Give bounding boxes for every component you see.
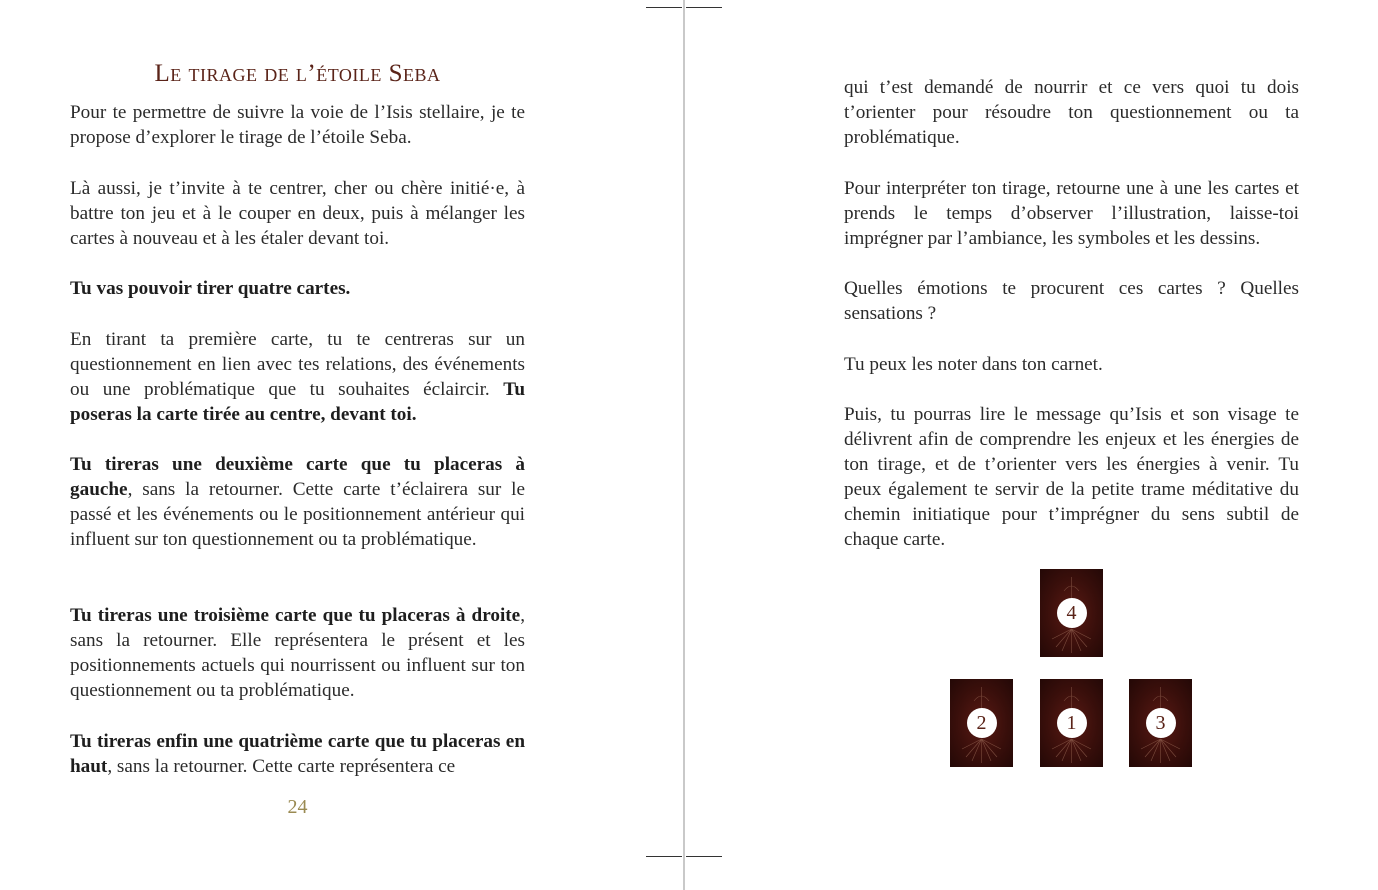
fourth-card-bold: Tu tireras enfin une quatrième carte que tu placeras en haut xyxy=(70,731,525,777)
crop-mark-top-right xyxy=(686,7,722,8)
paragraph-fourth-card xyxy=(70,729,525,779)
paragraph-message: Puis, tu pourras lire le message qu’Isis et son visage te délivrent afin de comprendre les enjeux et les énergies de ton tirage, et de t’orienter vers les énergies à venir. Tu peux également te servir de la petite trame méditative du chemin initiatique pour t’imprégner du sens subtil de chaque carte. xyxy=(844,404,1299,550)
third-card-bold: Tu tireras une troisième carte que tu placeras à droite xyxy=(70,605,521,626)
paragraph-third-card xyxy=(70,603,525,703)
paragraph-second-card xyxy=(70,452,525,552)
paragraph-intro: Pour te permettre de suivre la voie de l’Isis stellaire, je te propose d’explorer le tirage de l’étoile Seba. xyxy=(70,102,525,148)
gutter-line xyxy=(683,0,685,890)
paragraph-shuffle: Là aussi, je t’invite à te centrer, cher ou chère initié·e, à battre ton jeu et à le couper en deux, puis à mélanger les cartes à nouveau et à les étaler devant toi. xyxy=(70,178,525,249)
paragraph-four-cards xyxy=(70,276,525,301)
crop-mark-bottom-right xyxy=(686,856,722,857)
card-number: 1 xyxy=(1057,708,1087,738)
second-card-text: , sans la retourner. Cette carte t’éclairera sur le passé et les événements ou le positionnement antérieur qui influent sur ton questionnement ou ta problématique. xyxy=(70,479,525,550)
card-center xyxy=(1040,679,1103,767)
bold-four-cards: Tu vas pouvoir tirer quatre cartes. xyxy=(70,278,351,299)
paragraph-emotions: Quelles émotions te procurent ces cartes ? Quelles sensations ? xyxy=(844,278,1299,324)
crop-mark-top-left xyxy=(646,7,682,8)
first-card-bold: Tu poseras la carte tirée au centre, devant toi. xyxy=(70,379,525,425)
card-number: 3 xyxy=(1146,708,1176,738)
card-left xyxy=(950,679,1013,767)
paragraph-interpret: Pour interpréter ton tirage, retourne une à une les cartes et prends le temps d’observer l’illustration, laisse-toi imprégner par l’ambiance, les symboles et les dessins. xyxy=(844,178,1299,249)
crop-mark-bottom-left xyxy=(646,856,682,857)
card-number: 2 xyxy=(967,708,997,738)
card-number: 4 xyxy=(1057,598,1087,628)
page-number: 24 xyxy=(287,796,308,818)
card-right xyxy=(1129,679,1192,767)
paragraph-continuation: qui t’est demandé de nourrir et ce vers quoi tu dois t’orienter pour résoudre ton questionnement ou ta problématique. xyxy=(844,77,1299,148)
fourth-card-text: , sans la retourner. Cette carte représentera ce xyxy=(107,756,456,777)
second-card-bold: Tu tireras une deuxième carte que tu placeras à gauche xyxy=(70,454,525,500)
paragraph-first-card xyxy=(70,327,525,427)
page-title: Le tirage de l’étoile Seba xyxy=(154,60,441,87)
paragraph-notebook: Tu peux les noter dans ton carnet. xyxy=(844,354,1103,375)
first-card-text: En tirant ta première carte, tu te centreras sur un questionnement en lien avec tes relations, des événements ou une problématique que tu souhaites éclaircir. xyxy=(70,329,525,400)
third-card-text: , sans la retourner. Elle représentera le présent et les positionnements actuels qui nourrissent ou influent sur ton questionnement ou ta problématique. xyxy=(70,605,525,701)
card-top xyxy=(1040,569,1103,657)
